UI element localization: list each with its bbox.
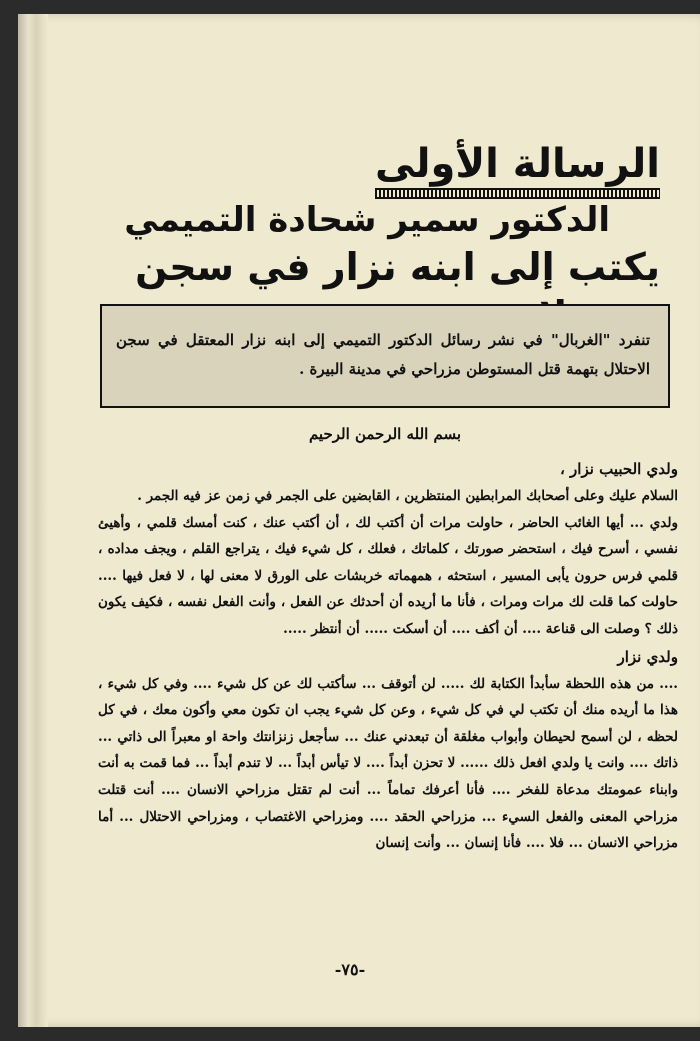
section1-heading: ولدي الحبيب نزار ، (559, 460, 678, 478)
section2-paragraph-1: .... من هذه اللحظة سأبدأ الكتابة لك ..... لن أتوقف ... سأكتب لك عن كل شيء .... وفي كل شيء ، هذا ما أريده منك أن تكتب لي في كل شيء ، وعن كل شيء يجب ان تكون معي وأكون معك ، في كل لحظه ، لن أسمح لحيطان وأبواب مغلقة أن تبعدني عنك ... سأجعل زنزانتك واحة او معبراً الى ذاتي ... ذاتك .... وانت يا ولدي افعل ذلك ...... لا تحزن أبداً .... لا تيأس أبداً ... لا تندم أبداً ... فما قمت به أنت وابناء عمومتك مدعاة للفخر .... فأنا أعرفك تماماً ... أنت لم تقتل مزراحي الانسان .... أنت قتلت مزراحي المعنى والفعل السيء ... مزراحي الحقد .... ومزراحي الاغتصاب ، ومزراحي الاحتلال ... أما مزراحي الانسان ... فلا .... فأنا إنسان ... وأنت إنسان (98, 675, 678, 852)
title-author-name: الدكتور سمير شحادة التميمي (124, 200, 610, 240)
section2-heading: ولدي نزار (617, 647, 678, 666)
intro-box (100, 304, 670, 408)
basmala: بسم الله الرحمن الرحيم (308, 425, 462, 443)
intro-text: تنفرد "الغربال" في نشر رسائل الدكتور التميمي إلى ابنه نزار المعتقل في سجن الاحتلال بتهمة قتل المستوطن مزراحي في مدينة البيرة . (116, 331, 650, 378)
title-subject: يكتب إلى ابنه نزار في سجن (135, 245, 660, 289)
page-binding-edge (18, 14, 48, 1027)
section1-paragraph-2: ولدي ... أيها الغائب الحاضر ، حاولت مرات أن أكتب لك ، أن أكتب عنك ، كنت أمسك قلمي ، وأهيئ نفسي ، أسرح فيك ، استحضر صورتك ، كلماتك ، فعلك ، كل شيء فيك ، يتراجع القلم ، ويجف مداده ، قلمي فرس حرون يأبى المسير ، استحثه ، همهماته خربشات على الورق لا معنى لها ، لا فعل فيها .... حاولت كما قلت لك مرات ومرات ، فأنا ما أريده أن أحدثك عن الفعل ، وأنت الفعل نفسه ، فكيف يكون ذلك ؟ وصلت الى قناعة .... أن أكف .... أن أسكت ..... أن أنتظر ..... (98, 514, 678, 637)
letter-body (98, 455, 678, 857)
section1-paragraph-1: السلام عليك وعلى أصحابك المرابطين المنتظرين ، القابضين على الجمر في زمن عز فيه الجمر . (137, 488, 678, 504)
title-first-letter: الرسالة الأولى (374, 141, 660, 187)
page-number: -٧٥- (334, 960, 366, 979)
